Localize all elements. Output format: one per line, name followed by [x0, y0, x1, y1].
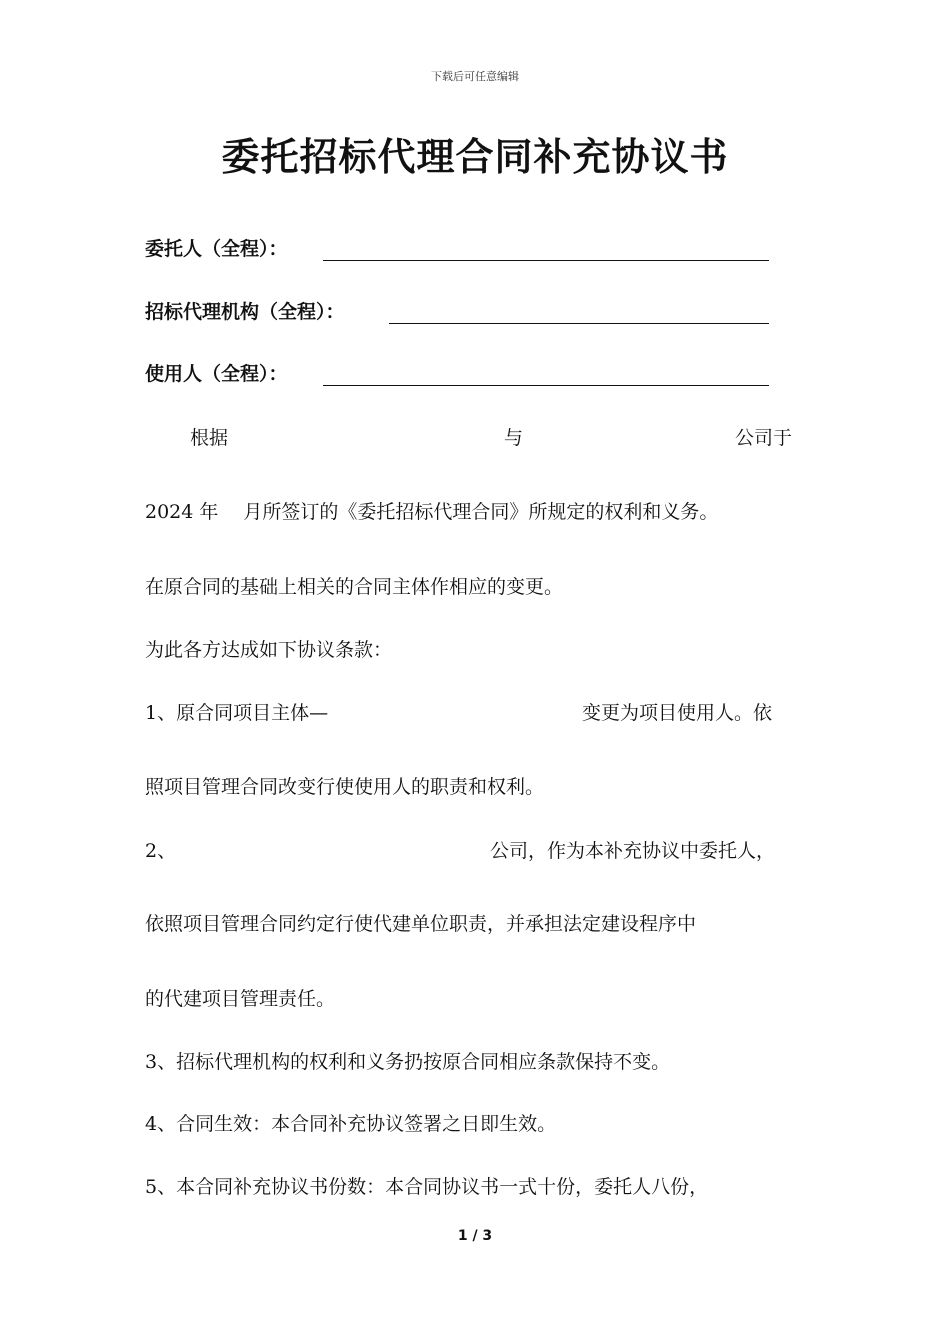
clause-2-end: 公司，作为本补充协议中委托人， [490, 840, 776, 862]
field-label-tender-agency: 招标代理机构（全程）： [145, 301, 345, 323]
blank-line-tender-agency [389, 323, 769, 324]
clause-2-number: 2、 [145, 840, 177, 862]
clause-2-continued-1: 依照项目管理合同约定行使代建单位职责，并承担法定建设程序中 [145, 913, 697, 935]
blank-line-entrusting-party [323, 260, 769, 261]
clause-1-continued: 照项目管理合同改变行使使用人的职责和权利。 [145, 776, 545, 798]
header-note: 下载后可任意编辑 [431, 70, 519, 83]
clause-1-start: 1、原合同项目主体— [145, 702, 329, 724]
page-number: 1 / 3 [457, 1228, 493, 1244]
intro-part-1: 根据 [190, 427, 229, 449]
clause-5: 5、本合同补充协议书份数：本合同协议书一式十份，委托人八份， [145, 1176, 709, 1198]
field-label-user: 使用人（全程）： [145, 363, 288, 385]
intro-part-3: 公司于 [735, 427, 793, 449]
clause-1-end: 变更为项目使用人。依 [582, 702, 773, 724]
intro-line-2: 2024 年 月所签订的《委托招标代理合同》所规定的权利和义务。 [145, 501, 719, 523]
intro-line-3: 在原合同的基础上相关的合同主体作相应的变更。 [145, 576, 564, 598]
blank-line-user [323, 385, 769, 386]
clause-4: 4、合同生效：本合同补充协议签署之日即生效。 [145, 1113, 557, 1135]
field-label-entrusting-party: 委托人（全程）： [145, 238, 288, 260]
clause-2-continued-2: 的代建项目管理责任。 [145, 988, 336, 1010]
intro-line-4: 为此各方达成如下协议条款： [145, 639, 393, 661]
clause-3: 3、招标代理机构的权利和义务扔按原合同相应条款保持不变。 [145, 1051, 671, 1073]
document-title: 委托招标代理合同补充协议书 [221, 135, 729, 179]
intro-part-2: 与 [504, 427, 524, 449]
